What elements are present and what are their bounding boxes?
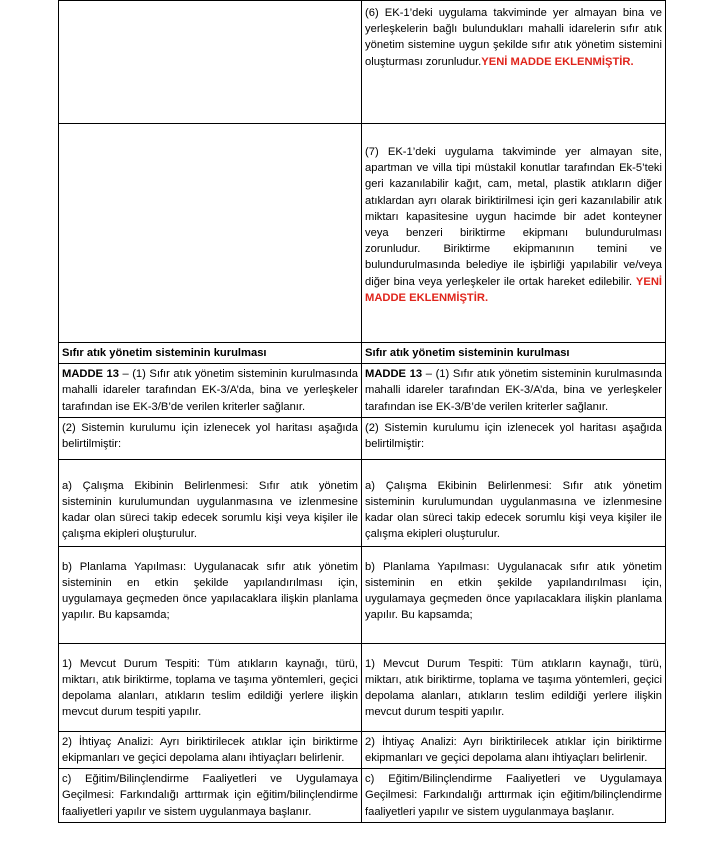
table-row: [59, 364, 666, 418]
right-cell-paragraph-6: [362, 1, 666, 124]
item-b2-left: 2) İhtiyaç Analizi: Ayrı biriktirilecek atıklar için biriktirme ekipmanları ve geçici depolama alanı ihtiyaçları belirlenir.: [59, 731, 362, 768]
section-heading-left: Sıfır atık yönetim sisteminin kurulması: [59, 343, 362, 364]
table-row: [59, 417, 666, 459]
item-b1-text: 1) Mevcut Durum Tespiti: Tüm atıkların kaynağı, türü, miktarı, atık biriktirme, toplama ve taşıma yöntemleri, geçici depolama alanları, atıkların teslim edildiği yerlere ilişkin mevcut durum tespiti yapılır.: [62, 657, 358, 719]
new-article-note: YENİ MADDE EKLENMİŞTİR.: [481, 55, 634, 68]
madde-13-left: [59, 364, 362, 418]
item-b-right: [362, 546, 666, 643]
right-cell-paragraph-7: [362, 124, 666, 343]
paragraph-2-left: (2) Sistemin kurulumu için izlenecek yol haritası aşağıda belirtilmiştir:: [59, 417, 362, 459]
item-a-right: [362, 459, 666, 546]
madde-13-right: [362, 364, 666, 418]
table-row: [59, 1, 666, 124]
table-row: [59, 459, 666, 546]
left-cell-empty: [59, 124, 362, 343]
table-row: [59, 731, 666, 768]
paragraph-6-text: (6) EK-1’deki uygulama takviminde yer almayan bina ve yerleşkelerin bağlı bulundukları mahalli idarelerin sıfır atık yönetim sistemine uygun şekilde sıfır atık yönetim sistemini oluşturması zorunludur.: [365, 7, 662, 68]
table-row: [59, 124, 666, 343]
item-b-text: b) Planlama Yapılması: Uygulanacak sıfır atık yönetim sisteminin en etkin şekilde yapılandırılması için, uygulamaya geçmeden önce yapılacaklara ilişkin planlama yapılır. Bu kapsamda;: [365, 560, 662, 622]
item-b-left: [59, 546, 362, 643]
left-cell-empty: [59, 1, 362, 124]
table-row: [59, 343, 666, 364]
comparison-table: [58, 0, 666, 823]
article-label: MADDE 13: [365, 368, 423, 381]
article-text: – (1) Sıfır atık yönetim sisteminin kurulmasında mahalli idareler tarafından EK-3/A’da, bina ve yerleşkeler tarafından ise EK-3/B’de verilen kriterler sağlanır.: [365, 368, 662, 413]
table-row: [59, 546, 666, 643]
article-label: MADDE 13: [62, 368, 119, 381]
paragraph-2-right: (2) Sistemin kurulumu için izlenecek yol haritası aşağıda belirtilmiştir:: [362, 417, 666, 459]
table-row: [59, 643, 666, 731]
item-a-text: a) Çalışma Ekibinin Belirlenmesi: Sıfır atık yönetim sisteminin kurulumundan uygulanmasına ve izlenmesine kadar olan süreci takip edecek sorumlu kişi veya kişiler ile çalışma ekipleri oluşturulur.: [62, 479, 358, 541]
item-a-text: a) Çalışma Ekibinin Belirlenmesi: Sıfır atık yönetim sisteminin kurulumundan uygulanmasına ve izlenmesine kadar olan süreci takip edecek sorumlu kişi veya kişiler ile çalışma ekipleri oluşturulur.: [365, 479, 662, 541]
item-b1-text: 1) Mevcut Durum Tespiti: Tüm atıkların kaynağı, türü, miktarı, atık biriktirme, toplama ve taşıma yöntemleri, geçici depolama alanları, atıkların teslim edildiği yerlere ilişkin mevcut durum tespiti yapılır.: [365, 657, 662, 719]
section-heading-right: Sıfır atık yönetim sisteminin kurulması: [362, 343, 666, 364]
item-b1-left: [59, 643, 362, 731]
article-text: – (1) Sıfır atık yönetim sisteminin kurulmasında mahalli idareler tarafından EK-3/A’da, bina ve yerleşkeler tarafından ise EK-3/B’de verilen kriterler sağlanır.: [62, 368, 358, 413]
comparison-table-page: [58, 0, 665, 823]
item-b2-right: 2) İhtiyaç Analizi: Ayrı biriktirilecek atıklar için biriktirme ekipmanları ve geçici depolama alanı ihtiyaçları belirlenir.: [362, 731, 666, 768]
item-c-right: c) Eğitim/Bilinçlendirme Faaliyetleri ve Uygulamaya Geçilmesi: Farkındalığı arttırmak için eğitim/bilinçlendirme faaliyetleri yapılır ve sistem uygulanmaya başlanır.: [362, 769, 666, 823]
new-article-note: YENİ MADDE EKLENMİŞTİR.: [365, 275, 663, 304]
item-a-left: [59, 459, 362, 546]
item-b-text: b) Planlama Yapılması: Uygulanacak sıfır atık yönetim sisteminin en etkin şekilde yapılandırılması için, uygulamaya geçmeden önce yapılacaklara ilişkin planlama yapılır. Bu kapsamda;: [62, 560, 358, 622]
item-b1-right: [362, 643, 666, 731]
item-c-left: c) Eğitim/Bilinçlendirme Faaliyetleri ve Uygulamaya Geçilmesi: Farkındalığı arttırmak için eğitim/bilinçlendirme faaliyetleri yapılır ve sistem uygulanmaya başlanır.: [59, 769, 362, 823]
paragraph-7-text: (7) EK-1’deki uygulama takviminde yer almayan site, apartman ve villa tipi müstakil konutlar tarafından Ek-5’teki geri kazanılabilir kağıt, cam, metal, plastik atıkların diğer atıklardan ayrı olarak biriktirilmesi için geri kazanılabilir atık miktarı kapasitesine uygun hacimde bir adet konteyner veya benzeri biriktirme ekipmanı bulundurulması zorunludur. Biriktirme ekipmanının temini ve bulundurulmasında belediye ile işbirliği yapılabilir ve/veya diğer bina veya yerleşkeler ile ortak hareket edilebilir.: [365, 146, 662, 288]
table-row: [59, 769, 666, 823]
